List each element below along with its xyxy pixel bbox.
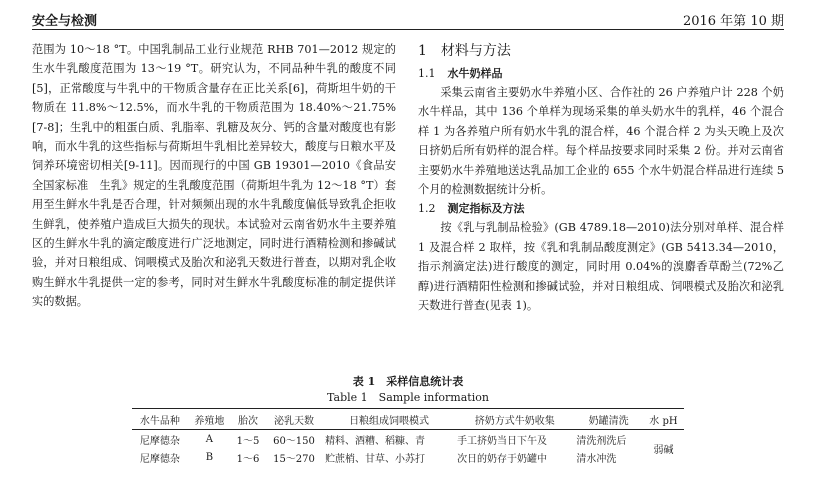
col-header: 奶罐清洗 — [574, 409, 643, 430]
table-row — [132, 448, 684, 466]
table-cell: 清水冲洗 — [576, 453, 617, 465]
sample-info-table — [132, 408, 684, 466]
table-cell: 贮蔗梢、甘草、小苏打 — [325, 453, 426, 465]
col-header: 养殖地 — [188, 409, 231, 430]
issue-number: 2016 年第 10 期 — [682, 14, 784, 29]
col-header: 水牛品种 — [132, 409, 188, 430]
header-rule — [32, 29, 784, 30]
subsection-title: 水牛奶样品 — [447, 67, 503, 80]
running-header — [32, 8, 784, 28]
samples-paragraph: 采集云南省主要奶水牛养殖小区、合作社的 26 户养殖户计 228 个奶水牛样品，其中 136 个单样为现场采集的单头奶水牛的乳样，46 个混合样 1 为各养殖户所有奶水牛乳的混合样，46 个混合样 2 为头天晚上及次日挤奶后所有奶样的混合样。每个样品按要求同时采集 2 份。并对云南省主要奶水牛养殖地送达乳品加工企业的 655 个水牛奶混合样品进行连续 5 个月的检测数据统计分析。 — [418, 86, 784, 197]
methods-paragraph: 按《乳与乳制品检验》(GB 4789.18—2010)法分别对单样、混合样 1 及混合样 2 取样，按《乳和乳制品酸度测定》(GB 5413.34—2010，指示剂滴定法)进行酸度的测定，同时用 0.04%的溴麝香草酚兰(72%乙醇)进行酒精阳性检测和掺碱试验，并对日粮组成、饲喂模式及胎次和泌乳天数进行普查(见表 1)。 — [418, 221, 784, 313]
subsection-heading — [418, 199, 784, 218]
intro-paragraph: 范围为 10～18 °T。中国乳制品工业行业规范 RHB 701—2012 规定的生水牛乳酸度范围为 13～19 °T。研究认为，不同品种牛乳的酸度不同[5]，正常酸度与牛乳中的干物质含量存在正比关系[6]，荷斯坦牛奶的干物质在 11.8%～12.5%，而水牛乳的干物质范围为 18.40%～21.75%[7-8]；生乳中的粗蛋白质、乳脂率、乳糖及灰分、钙的含量对酸度也有影响，而水牛乳的这些指标与荷斯坦牛乳相比差异较大，酸度与日粮水平及饲养环境密切相关[9-11]。因而现行的中国 GB 19301—2010《食品安全国家标准 生乳》规定的生乳酸度范围（荷斯坦牛乳为 12～18 °T）套用至生鲜水牛乳是否合理，针对频频出现的水牛乳酸度偏低导致乳企拒收生鲜乳，使养殖户造成巨大损失的现状。本试验对云南省奶水牛主要养殖区的生鲜水牛乳的滴定酸度进行广泛地测定，同时进行酒精检测和掺碱试验，并对日粮组成、饲喂模式及胎次和泌乳天数进行普查，以期对乳企收购生鲜水牛乳提供一定的参考，同时对生鲜水牛乳酸度标准的制定提供详实的数据。 — [32, 43, 396, 309]
subsection-number: 1.1 — [418, 67, 436, 80]
section-title: 1 材料与方法 — [418, 43, 511, 59]
table-cell: B — [205, 451, 214, 463]
table-cell: 1～6 — [236, 453, 260, 465]
table-cell: 弱碱 — [653, 444, 674, 456]
table-cell: 精料、酒糟、稻糠、青 — [325, 435, 426, 447]
table-cell: A — [205, 433, 214, 445]
left-column — [32, 40, 396, 312]
col-header: 水 pH — [643, 409, 684, 430]
table-caption-cn: 表 1 采样信息统计表 — [352, 375, 464, 388]
col-header: 日粮组成饲喂模式 — [323, 409, 455, 430]
table-cell: 60～150 — [273, 435, 315, 447]
col-header: 泌乳天数 — [265, 409, 323, 430]
table-cell: 手工挤奶当日下午及 — [457, 435, 548, 447]
journal-section: 安全与检测 — [32, 14, 98, 29]
table-cell: 清洗剂洗后 — [576, 435, 627, 447]
table-header-row — [132, 409, 684, 430]
table-cell: 尼摩德杂 — [139, 453, 180, 465]
col-header: 挤奶方式牛奶收集 — [455, 409, 574, 430]
table-caption-en: Table 1 Sample information — [327, 391, 489, 404]
table-cell: 1～5 — [236, 435, 260, 447]
subsection-title: 测定指标及方法 — [447, 202, 525, 216]
col-header: 胎次 — [231, 409, 265, 430]
table-cell: 尼摩德杂 — [139, 435, 180, 447]
subsection-number: 1.2 — [418, 202, 436, 216]
right-column — [418, 40, 784, 315]
table-row — [132, 430, 684, 449]
subsection-heading — [418, 64, 784, 83]
table-cell: 15～270 — [273, 453, 315, 465]
table-cell: 次日的奶存于奶罐中 — [457, 453, 548, 465]
